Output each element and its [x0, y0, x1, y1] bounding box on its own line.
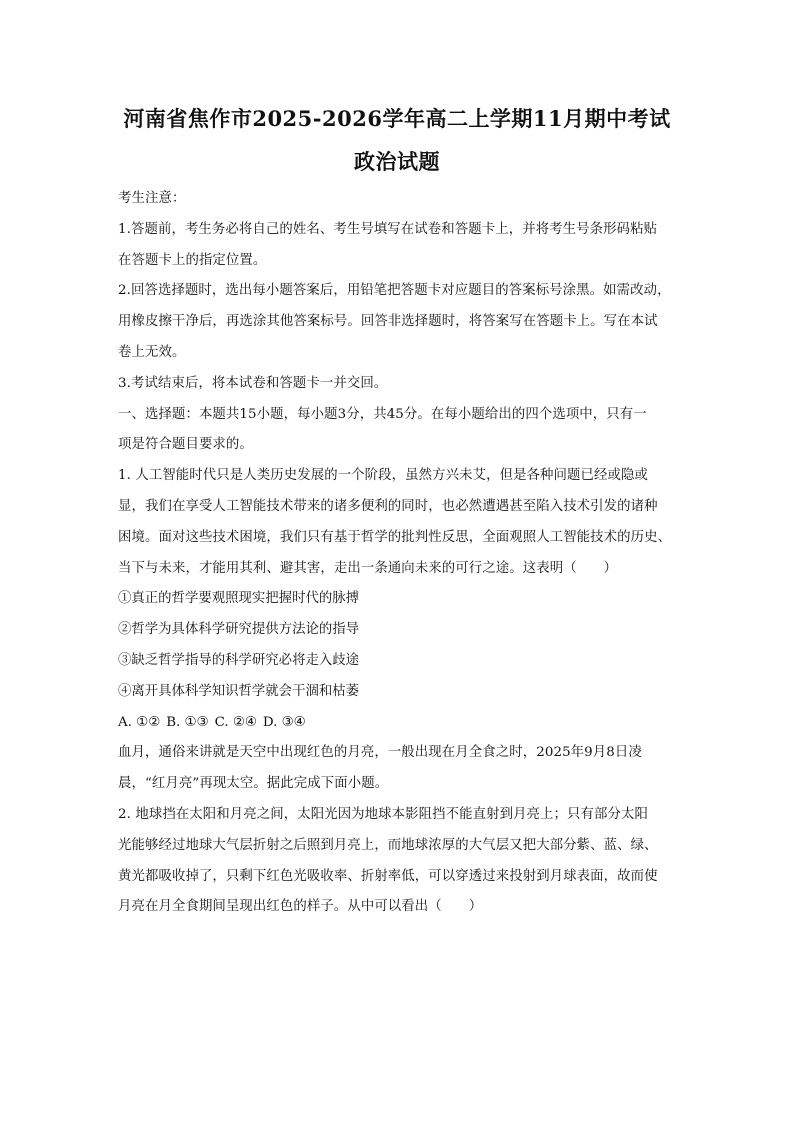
notice-line: 在答题卡上的指定位置。: [118, 252, 267, 268]
question-1-option: ④离开具体科学知识哲学就会干涸和枯萎: [118, 683, 360, 699]
question-1-option: ①真正的哲学要观照现实把握时代的脉搏: [118, 591, 360, 607]
notice-heading: 考生注意：: [118, 191, 186, 206]
choice-a: A. ①②: [118, 714, 161, 730]
section-heading: 项是符合题目要求的。: [118, 437, 253, 453]
question-1-stem: 显，我们在享受人工智能技术带来的诸多便利的同时，也必然遭遇甚至陷入技术引发的诸种: [118, 498, 658, 514]
question-1-choices: [118, 708, 683, 739]
choice-c: C. ②④: [214, 714, 257, 730]
passage-text: 血月，通俗来讲就是天空中出现红色的月亮，一般出现在月全食之时，2025年9月8日凌: [118, 745, 642, 761]
notice-line: 卷上无效。: [118, 344, 186, 360]
question-1-stem: 1. 人工智能时代只是人类历史发展的一个阶段，虽然方兴未艾，但是各种问题已经或隐或: [118, 468, 648, 484]
notice-line: 3.考试结束后，将本试卷和答题卡一并交回。: [118, 375, 388, 391]
passage-text: 晨，“红月亮”再现太空。据此完成下面小题。: [118, 776, 389, 792]
choice-b: B. ①③: [166, 714, 209, 730]
subject-title: 政治试题: [354, 149, 440, 174]
question-1-option: ③缺乏哲学指导的科学研究必将走入歧途: [118, 652, 360, 668]
question-1-stem: 当下与未来，才能用其利、避其害，走出一条通向未来的可行之途。这表明（ ）: [118, 560, 618, 576]
choice-d: D. ③④: [262, 714, 306, 730]
question-2-stem: 黄光都吸收掉了，只剩下红色光吸收率、折射率低，可以穿透过来投射到月球表面，故而使: [118, 868, 658, 884]
document-body: [118, 184, 683, 923]
notice-line: 1.答题前，考生务必将自己的姓名、考生号填写在试卷和答题卡上，并将考生号条形码粘贴: [118, 221, 658, 237]
question-1-option: ②哲学为具体科学研究提供方法论的指导: [118, 622, 360, 638]
question-2-stem: 光能够经过地球大气层折射之后照到月亮上，而地球浓厚的大气层又把大部分紫、蓝、绿、: [118, 837, 658, 853]
notice-line: 用橡皮擦干净后，再选涂其他答案标号。回答非选择题时，将答案写在答题卡上。写在本试: [118, 314, 658, 330]
question-2-stem: 月亮在月全食期间呈现出红色的样子。从中可以看出（ ）: [118, 899, 483, 915]
section-heading: 一、选择题：本题共15小题，每小题3分，共45分。在每小题给出的四个选项中，只有一: [118, 406, 647, 422]
question-1-stem: 困境。面对这些技术困境，我们只有基于哲学的批判性反思，全面观照人工智能技术的历史、: [118, 529, 672, 545]
document-title: 河南省焦作市2025-2026学年高二上学期11月期中考试: [123, 106, 671, 131]
notice-line: 2.回答选择题时，选出每小题答案后，用铅笔把答题卡对应题目的答案标号涂黑。如需改动，: [118, 283, 671, 299]
question-2-stem: 2. 地球挡在太阳和月亮之间，太阳光因为地球本影阻挡不能直射到月亮上；只有部分太阳: [118, 806, 648, 822]
